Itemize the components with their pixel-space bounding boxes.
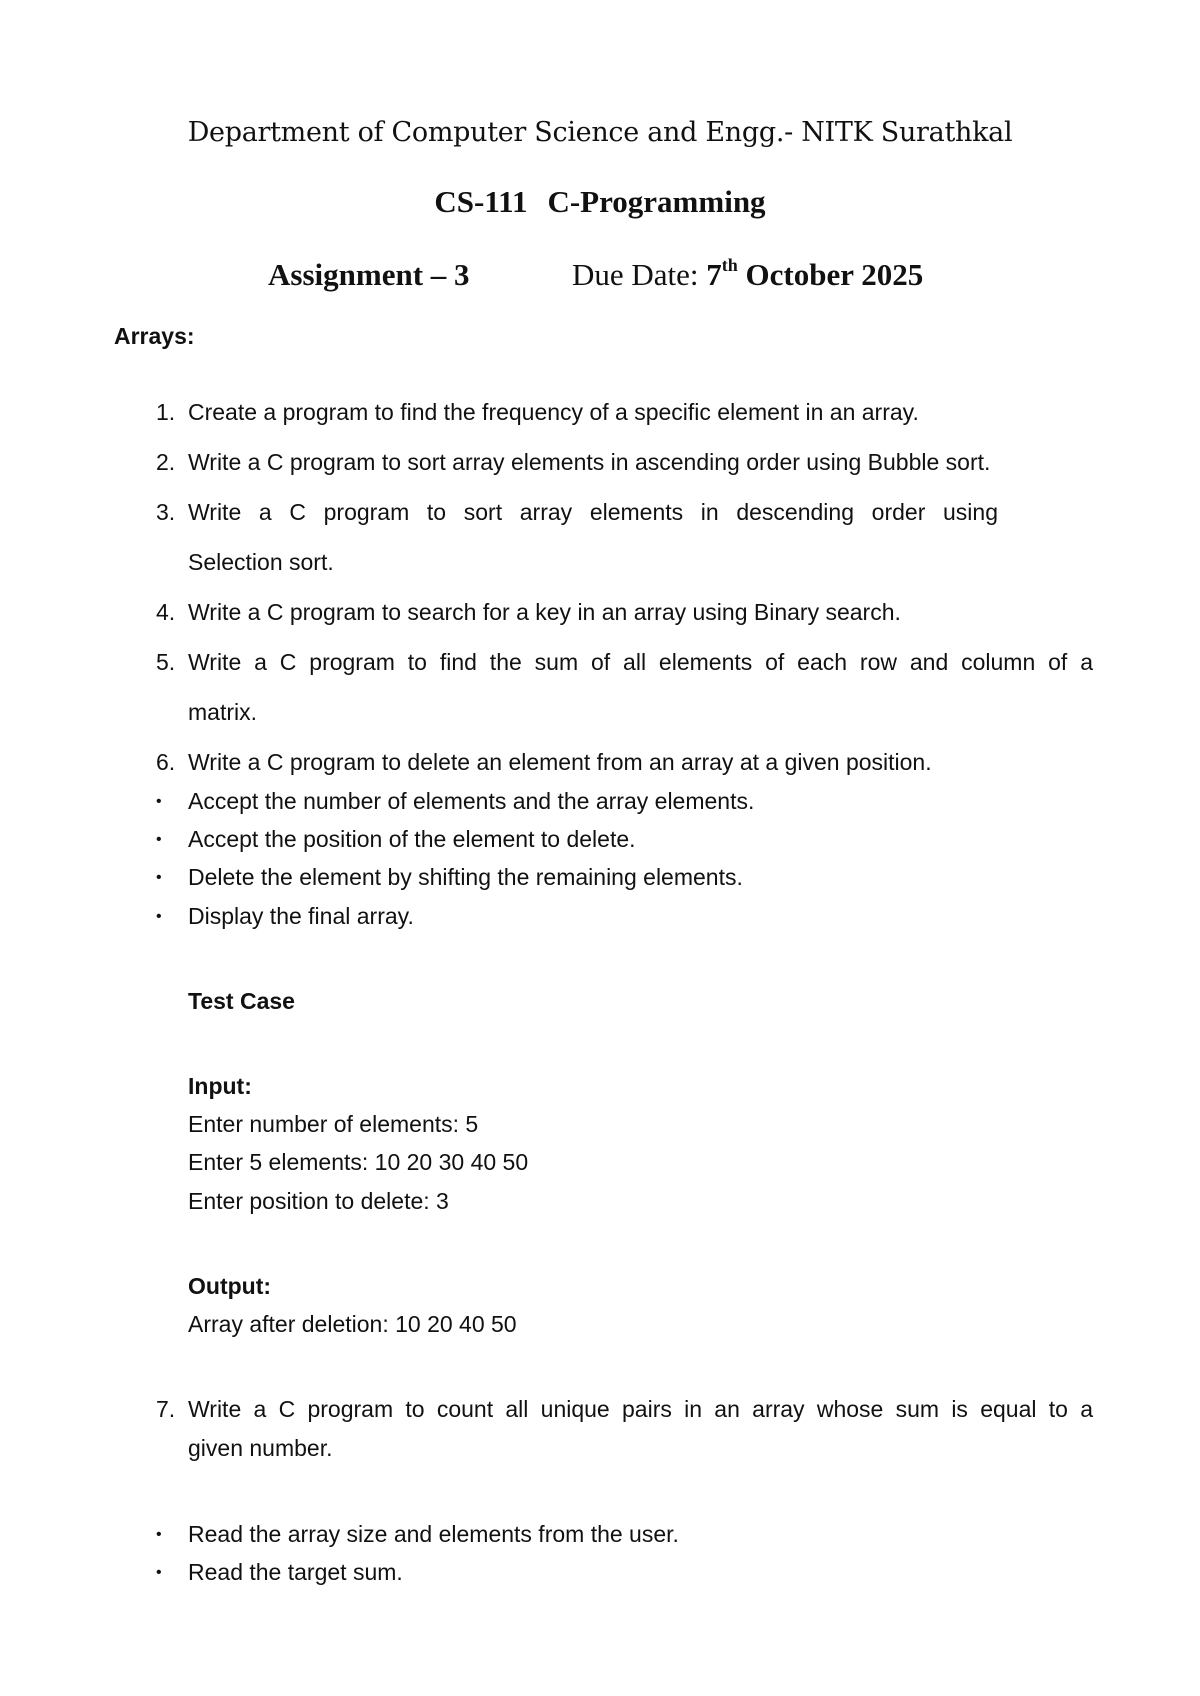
question-text-line-2: Selection sort. <box>188 549 334 575</box>
bullet-text: Display the final array. <box>188 903 414 929</box>
question-text-line-1: Write a C program to sort array elements in descending order using <box>188 499 998 525</box>
bullet-icon: • <box>156 793 162 810</box>
question-text-line-2: given number. <box>188 1435 333 1461</box>
due-label: Due Date: <box>572 257 707 292</box>
due-month-year: October 2025 <box>737 257 924 292</box>
question-number: 1. <box>156 399 176 425</box>
due-day: 7 <box>706 257 722 292</box>
due-day-suffix: th <box>721 255 738 275</box>
question-text-line-2: matrix. <box>188 699 257 725</box>
question-number: 5. <box>156 649 176 675</box>
question-text-line-1: Write a C program to find the sum of all elements of each row and column of a <box>188 649 1093 675</box>
output-label: Output: <box>188 1273 272 1299</box>
bullet-icon: • <box>156 1564 162 1581</box>
input-line: Enter 5 elements: 10 20 30 40 50 <box>188 1149 529 1175</box>
due-date <box>572 257 923 293</box>
question-text: Write a C program to sort array elements in ascending order using Bubble sort. <box>188 449 991 475</box>
course-name: C-Programming <box>547 184 766 219</box>
bullet-text: Read the array size and elements from the user. <box>188 1521 679 1547</box>
question-number: 4. <box>156 599 176 625</box>
bullet-text: Delete the element by shifting the remaining elements. <box>188 864 743 890</box>
input-label: Input: <box>188 1073 252 1099</box>
output-line: Array after deletion: 10 20 40 50 <box>188 1311 517 1337</box>
course-title <box>0 184 1200 220</box>
question-number: 7. <box>156 1396 176 1422</box>
section-heading: Arrays: <box>114 323 195 349</box>
bullet-text: Accept the number of elements and the array elements. <box>188 788 755 814</box>
bullet-icon: • <box>156 831 162 848</box>
bullet-text: Read the target sum. <box>188 1559 403 1585</box>
test-case-heading: Test Case <box>188 988 295 1014</box>
bullet-icon: • <box>156 1526 162 1543</box>
assignment-number: Assignment – 3 <box>268 257 470 292</box>
question-number: 6. <box>156 749 176 775</box>
bullet-text: Accept the position of the element to delete. <box>188 826 636 852</box>
department-heading: Department of Computer Science and Engg.- NITK Surathkal <box>187 117 1013 148</box>
question-number: 3. <box>156 499 176 525</box>
question-text: Write a C program to delete an element from an array at a given position. <box>188 749 932 775</box>
bullet-icon: • <box>156 869 162 886</box>
question-text-line-1: Write a C program to count all unique pairs in an array whose sum is equal to a <box>188 1396 1093 1422</box>
input-line: Enter position to delete: 3 <box>188 1188 449 1214</box>
bullet-icon: • <box>156 908 162 925</box>
course-code: CS-111 <box>434 184 528 219</box>
question-number: 2. <box>156 449 176 475</box>
question-text: Create a program to find the frequency of a specific element in an array. <box>188 399 919 425</box>
question-text: Write a C program to search for a key in an array using Binary search. <box>188 599 901 625</box>
input-line: Enter number of elements: 5 <box>188 1111 479 1137</box>
